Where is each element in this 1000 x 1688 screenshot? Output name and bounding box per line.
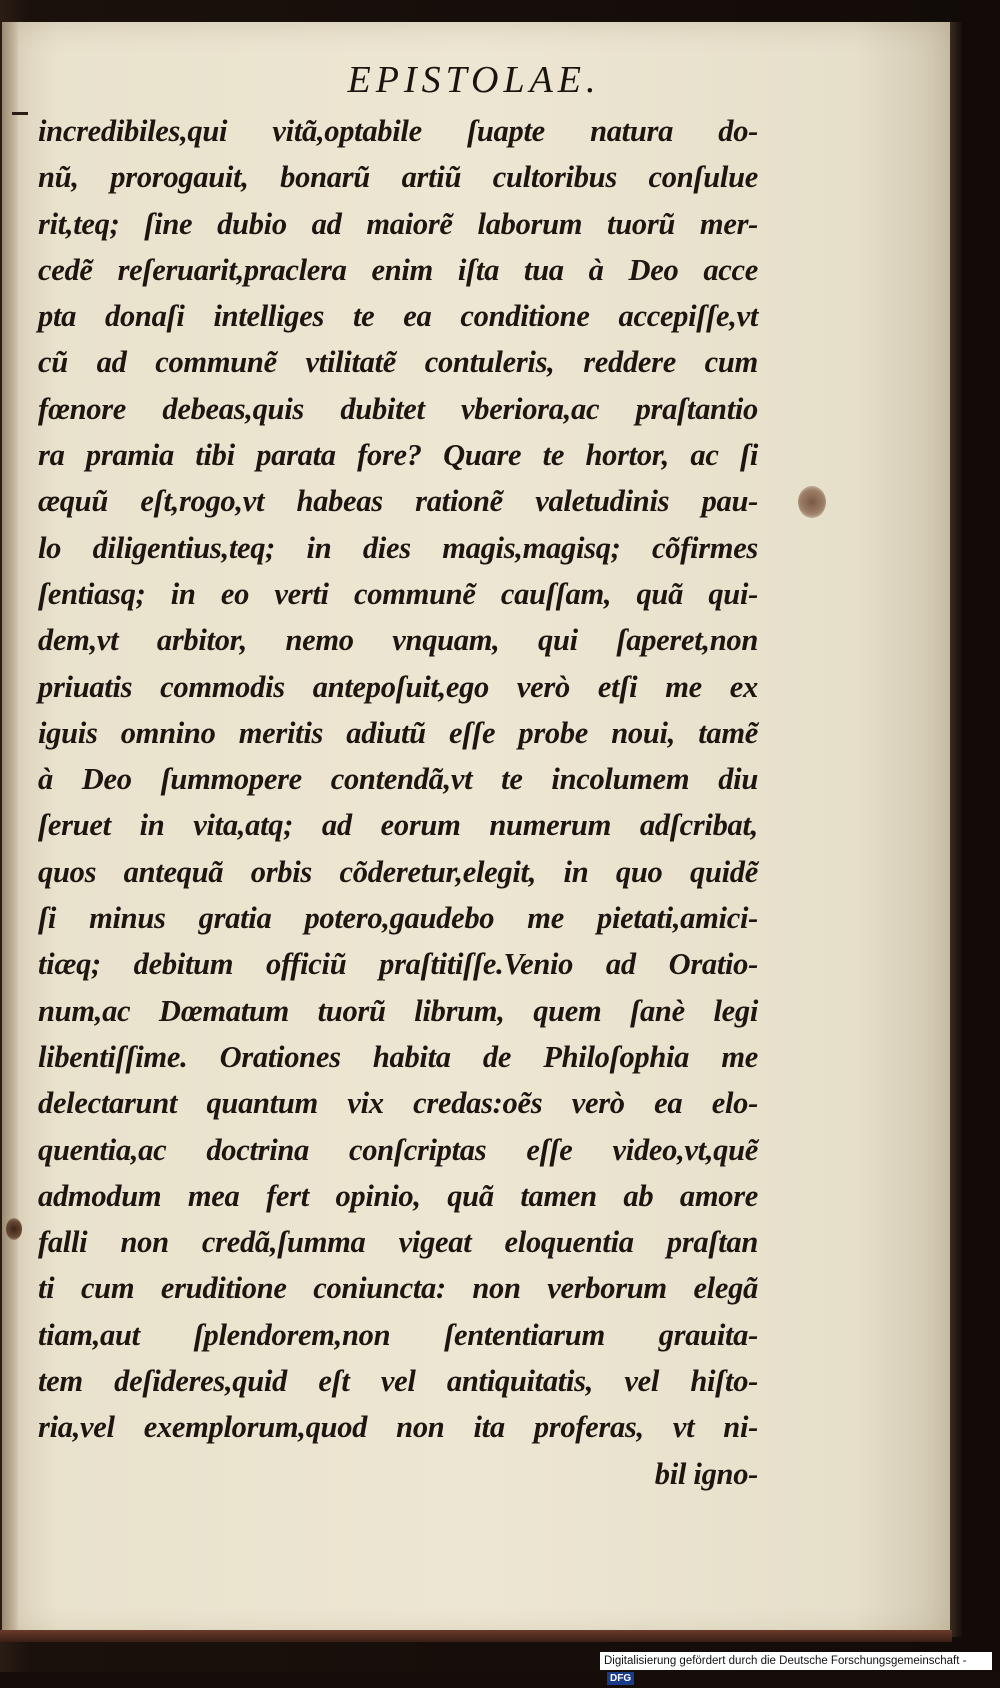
text-line: falli non credã,ſumma vigeat eloquentia praſtan [38, 1225, 758, 1260]
text-line: quos antequã orbis cõderetur,elegit, in quo quidẽ [38, 854, 758, 889]
text-line: æquũ eſt,rogo,vt habeas rationẽ valetudinis pau- [38, 484, 758, 519]
paper-stain [798, 486, 826, 518]
text-line: tiæq; debitum officiũ praſtitiſſe.Venio ad Oratio- [38, 947, 758, 982]
text-line: priuatis commodis antepoſuit,ego verò etſi me ex [38, 669, 758, 704]
text-line: ria,vel exemplorum,quod non ita proferas, vt ni- [38, 1410, 758, 1445]
text-line: num,ac Dœmatum tuorũ librum, quem ſanè legi [38, 993, 758, 1028]
text-line: ſeruet in vita,atq; ad eorum numerum adſcribat, [38, 808, 758, 843]
text-line: dem,vt arbitor, nemo vnquam, qui ſaperet,non [38, 623, 758, 658]
text-line: libentiſſime. Orationes habita de Philoſophia me [38, 1039, 758, 1074]
digitization-credit [600, 1652, 992, 1685]
text-line: ſi minus gratia potero,gaudebo me pietati,amici- [38, 901, 758, 936]
text-line: incredibiles,qui vitã,optabile ſuapte natura do- [38, 114, 758, 148]
text-line: ra pramia tibi parata fore? Quare te hortor, ac ſi [38, 438, 758, 473]
catchword: bil igno- [654, 1456, 758, 1491]
text-line: ſentiasq; in eo verti communẽ cauſſam, quã qui- [38, 576, 758, 611]
page-edge [950, 22, 964, 1637]
text-line: pta donaſi intelliges te ea conditione accepiſſe,vt [38, 299, 758, 334]
page-gutter [2, 22, 18, 1637]
text-line: rit,teq; ſine dubio ad maiorẽ laborum tuorũ mer- [38, 206, 758, 241]
text-line: delectarunt quantum vix credas:oẽs verò ea elo- [38, 1086, 758, 1121]
text-line: ti cum eruditione coniuncta: non verborum elegã [38, 1271, 758, 1306]
text-line: tiam,aut ſplendorem,non ſententiarum grauita- [38, 1317, 758, 1352]
page-bottom-edge [0, 1630, 952, 1642]
text-line: lo diligentius,teq; in dies magis,magisq; cõfirmes [38, 530, 758, 565]
dfg-logo: DFG [607, 1672, 634, 1685]
text-line: cedẽ reſeruarit,praclera enim iſta tua à Deo acce [38, 252, 758, 287]
margin-mark [12, 112, 28, 115]
text-line: quentia,ac doctrina conſcriptas eſſe video,vt,quẽ [38, 1132, 758, 1167]
body-text [38, 108, 758, 1497]
text-line: tem deſideres,quid eſt vel antiquitatis, vel hiſto- [38, 1364, 758, 1399]
credit-text: Digitalisierung gefördert durch die Deutsche Forschungsgemeinschaft - [604, 1655, 967, 1667]
text-line: à Deo ſummopere contendã,vt te incolumem diu [38, 762, 758, 797]
running-head: EPISTOLAE. [347, 59, 601, 101]
paper-stain-small [6, 1218, 22, 1240]
text-line: fœnore debeas,quis dubitet vberiora,ac praſtantio [38, 391, 758, 426]
text-line: iguis omnino meritis adiutũ eſſe probe noui, tamẽ [38, 715, 758, 750]
text-line: nũ, prorogauit, bonarũ artiũ cultoribus conſulue [38, 160, 758, 195]
text-line: admodum mea fert opinio, quã tamen ab amore [38, 1178, 758, 1213]
text-line: cũ ad communẽ vtilitatẽ contuleris, reddere cum [38, 345, 758, 380]
